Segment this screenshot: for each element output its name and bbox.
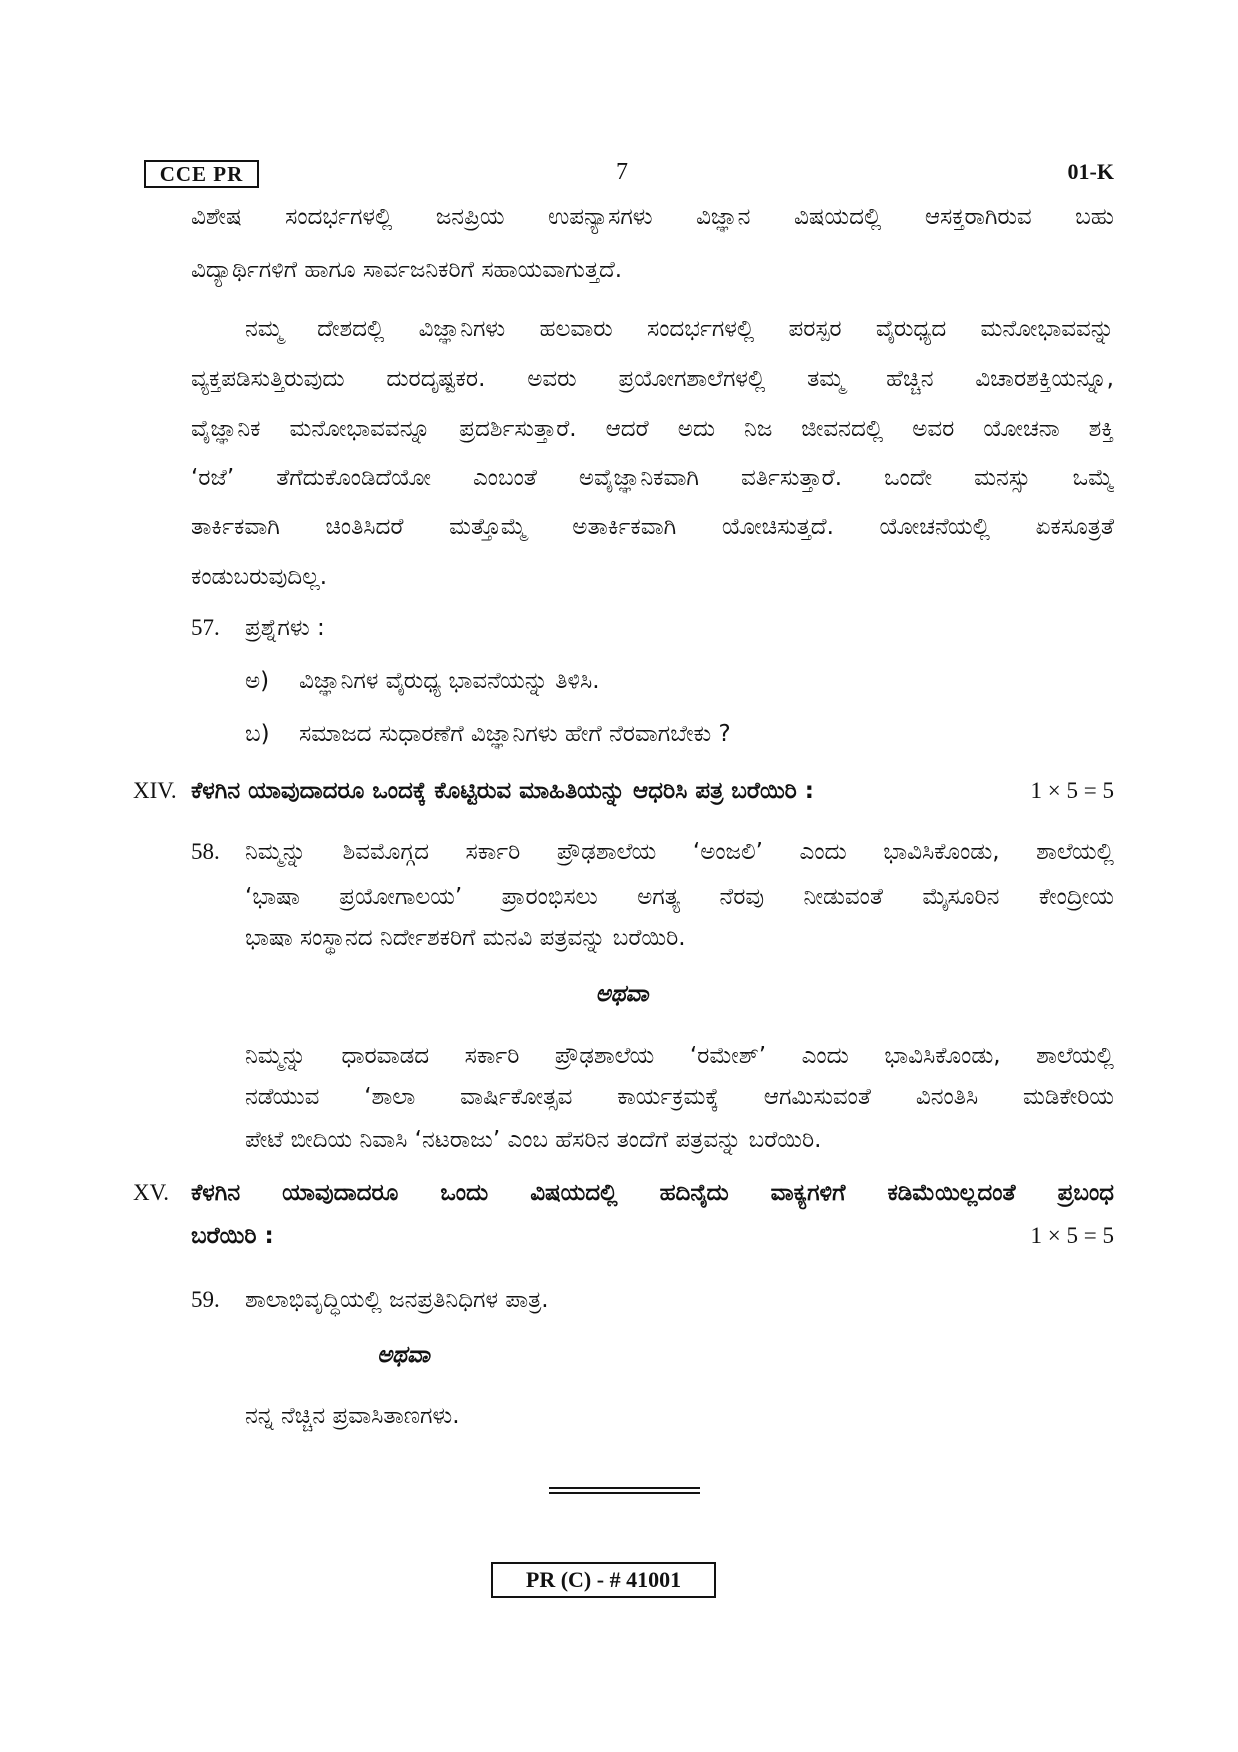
passage-line: ತಾರ್ಕಿಕವಾಗಿ ಚಿಂತಿಸಿದರೆ ಮತ್ತೊಮ್ಮೆ ಅತಾರ್ಕಿಕವಾಗಿ ಯೋಚಿಸುತ್ತದೆ. ಯೋಚನೆಯಲ್ಲಿ ಏಕಸೂತ್ರತೆ xyxy=(191,514,1114,540)
section-xv-numeral: XV. xyxy=(133,1180,170,1205)
double-rule-divider xyxy=(549,1487,700,1494)
passage-line: ‘ರಜೆ’ ತೆಗೆದುಕೊಂಡಿದೆಯೋ ಎಂಬಂತೆ ಅವೈಜ್ಞಾನಿಕವಾಗಿ ವರ್ತಿಸುತ್ತಾರೆ. ಒಂದೇ ಮನಸ್ಸು ಒಮ್ಮೆ xyxy=(191,465,1114,491)
question-number-59: 59. xyxy=(191,1287,220,1312)
subquestion-text: ವಿಜ್ಞಾನಿಗಳ ವೈರುಧ್ಯ ಭಾವನೆಯನ್ನು ತಿಳಿಸಿ. xyxy=(299,668,600,694)
question-number-57: 57. xyxy=(191,615,220,640)
footer-code-box: PR (C) - # 41001 xyxy=(491,1562,716,1598)
passage-line: ಕಂಡುಬರುವುದಿಲ್ಲ. xyxy=(191,564,328,590)
passage-line: ನಮ್ಮ ದೇಶದಲ್ಲಿ ವಿಜ್ಞಾನಿಗಳು ಹಲವಾರು ಸಂದರ್ಭಗಳಲ್ಲಿ ಪರಸ್ಪರ ವೈರುಧ್ಯದ ಮನೋಭಾವವನ್ನು xyxy=(245,316,1114,342)
or-separator: ಅಥವಾ xyxy=(595,981,649,1007)
or-separator: ಅಥವಾ xyxy=(377,1342,430,1368)
question-58-line: ಭಾಷಾ ಸಂಸ್ಥಾನದ ನಿರ್ದೇಶಕರಿಗೆ ಮನವಿ ಪತ್ರವನ್ನು ಬರೆಯಿರಿ. xyxy=(245,925,686,951)
question-number-58: 58. xyxy=(191,839,220,864)
section-xiv-instruction: ಕೆಳಗಿನ ಯಾವುದಾದರೂ ಒಂದಕ್ಕೆ ಕೊಟ್ಟಿರುವ ಮಾಹಿತಿಯನ್ನು ಆಧರಿಸಿ ಪತ್ರ ಬರೆಯಿರಿ : xyxy=(191,778,815,804)
passage-line: ವಿದ್ಯಾರ್ಥಿಗಳಿಗೆ ಹಾಗೂ ಸಾರ್ವಜನಿಕರಿಗೆ ಸಹಾಯವಾಗುತ್ತದೆ. xyxy=(191,257,623,283)
question-58-line: ನಿಮ್ಮನ್ನು ಶಿವಮೊಗ್ಗದ ಸರ್ಕಾರಿ ಪ್ರೌಢಶಾಲೆಯ ‘ಅಂಜಲಿ’ ಎಂದು ಭಾವಿಸಿಕೊಂಡು, ಶಾಲೆಯಲ್ಲಿ xyxy=(245,839,1114,865)
section-xv-instruction-line: ಕೆಳಗಿನ ಯಾವುದಾದರೂ ಒಂದು ವಿಷಯದಲ್ಲಿ ಹದಿನೈದು ವಾಕ್ಯಗಳಿಗೆ ಕಡಿಮೆಯಿಲ್ಲದಂತೆ ಪ್ರಬಂಧ xyxy=(191,1180,1114,1206)
header-code-box: CCE PR xyxy=(144,160,259,188)
question-58-line: ‘ಭಾಷಾ ಪ್ರಯೋಗಾಲಯ’ ಪ್ರಾರಂಭಿಸಲು ಅಗತ್ಯ ನೆರವು ನೀಡುವಂತೆ ಮೈಸೂರಿನ ಕೇಂದ್ರೀಯ xyxy=(245,884,1114,910)
paper-code: 01-K xyxy=(1067,159,1114,184)
passage-line: ವಿಶೇಷ ಸಂದರ್ಭಗಳಲ್ಲಿ ಜನಪ್ರಿಯ ಉಪನ್ಯಾಸಗಳು ವಿಜ್ಞಾನ ವಿಷಯದಲ್ಲಿ ಆಸಕ್ತರಾಗಿರುವ ಬಹು xyxy=(191,204,1114,230)
question-58-alt-line: ಪೇಟೆ ಬೀದಿಯ ನಿವಾಸಿ ‘ನಟರಾಜು’ ಎಂಬ ಹೆಸರಿನ ತಂದೆಗೆ ಪತ್ರವನ್ನು ಬರೆಯಿರಿ. xyxy=(245,1127,822,1153)
subquestion-marker: ಅ) xyxy=(245,668,270,694)
question-59-alt-topic: ನನ್ನ ನೆಚ್ಚಿನ ಪ್ರವಾಸಿತಾಣಗಳು. xyxy=(245,1403,460,1429)
section-xv-instruction-line: ಬರೆಯಿರಿ : xyxy=(191,1223,274,1249)
subquestion-text: ಸಮಾಜದ ಸುಧಾರಣೆಗೆ ವಿಜ್ಞಾನಿಗಳು ಹೇಗೆ ನೆರವಾಗಬೇಕು ? xyxy=(299,721,731,747)
question-58-alt-line: ನಡೆಯುವ ‘ಶಾಲಾ ವಾರ್ಷಿಕೋತ್ಸವ ಕಾರ್ಯಕ್ರಮಕ್ಕೆ ಆಗಮಿಸುವಂತೆ ವಿನಂತಿಸಿ ಮಡಿಕೇರಿಯ xyxy=(245,1084,1114,1110)
section-xiv-marks: 1 × 5 = 5 xyxy=(1030,778,1114,803)
page-number: 7 xyxy=(616,159,628,185)
passage-line: ವ್ಯಕ್ತಪಡಿಸುತ್ತಿರುವುದು ದುರದೃಷ್ಟಕರ. ಅವರು ಪ್ರಯೋಗಶಾಲೆಗಳಲ್ಲಿ ತಮ್ಮ ಹೆಚ್ಚಿನ ವಿಚಾರಶಕ್ತಿಯನ್ನೂ, xyxy=(191,366,1114,392)
question-59-topic: ಶಾಲಾಭಿವೃದ್ಧಿಯಲ್ಲಿ ಜನಪ್ರತಿನಿಧಿಗಳ ಪಾತ್ರ. xyxy=(245,1287,549,1313)
question-57-label: ಪ್ರಶ್ನೆಗಳು : xyxy=(245,615,325,641)
subquestion-marker: ಬ) xyxy=(245,721,270,747)
section-xiv-numeral: XIV. xyxy=(133,778,177,803)
question-58-alt-line: ನಿಮ್ಮನ್ನು ಧಾರವಾಡದ ಸರ್ಕಾರಿ ಪ್ರೌಢಶಾಲೆಯ ‘ರಮೇಶ್’ ಎಂದು ಭಾವಿಸಿಕೊಂಡು, ಶಾಲೆಯಲ್ಲಿ xyxy=(245,1043,1114,1069)
section-xv-marks: 1 × 5 = 5 xyxy=(1030,1223,1114,1248)
passage-line: ವೈಜ್ಞಾನಿಕ ಮನೋಭಾವವನ್ನೂ ಪ್ರದರ್ಶಿಸುತ್ತಾರೆ. ಆದರೆ ಅದು ನಿಜ ಜೀವನದಲ್ಲಿ ಅವರ ಯೋಚನಾ ಶಕ್ತಿ xyxy=(191,416,1114,442)
